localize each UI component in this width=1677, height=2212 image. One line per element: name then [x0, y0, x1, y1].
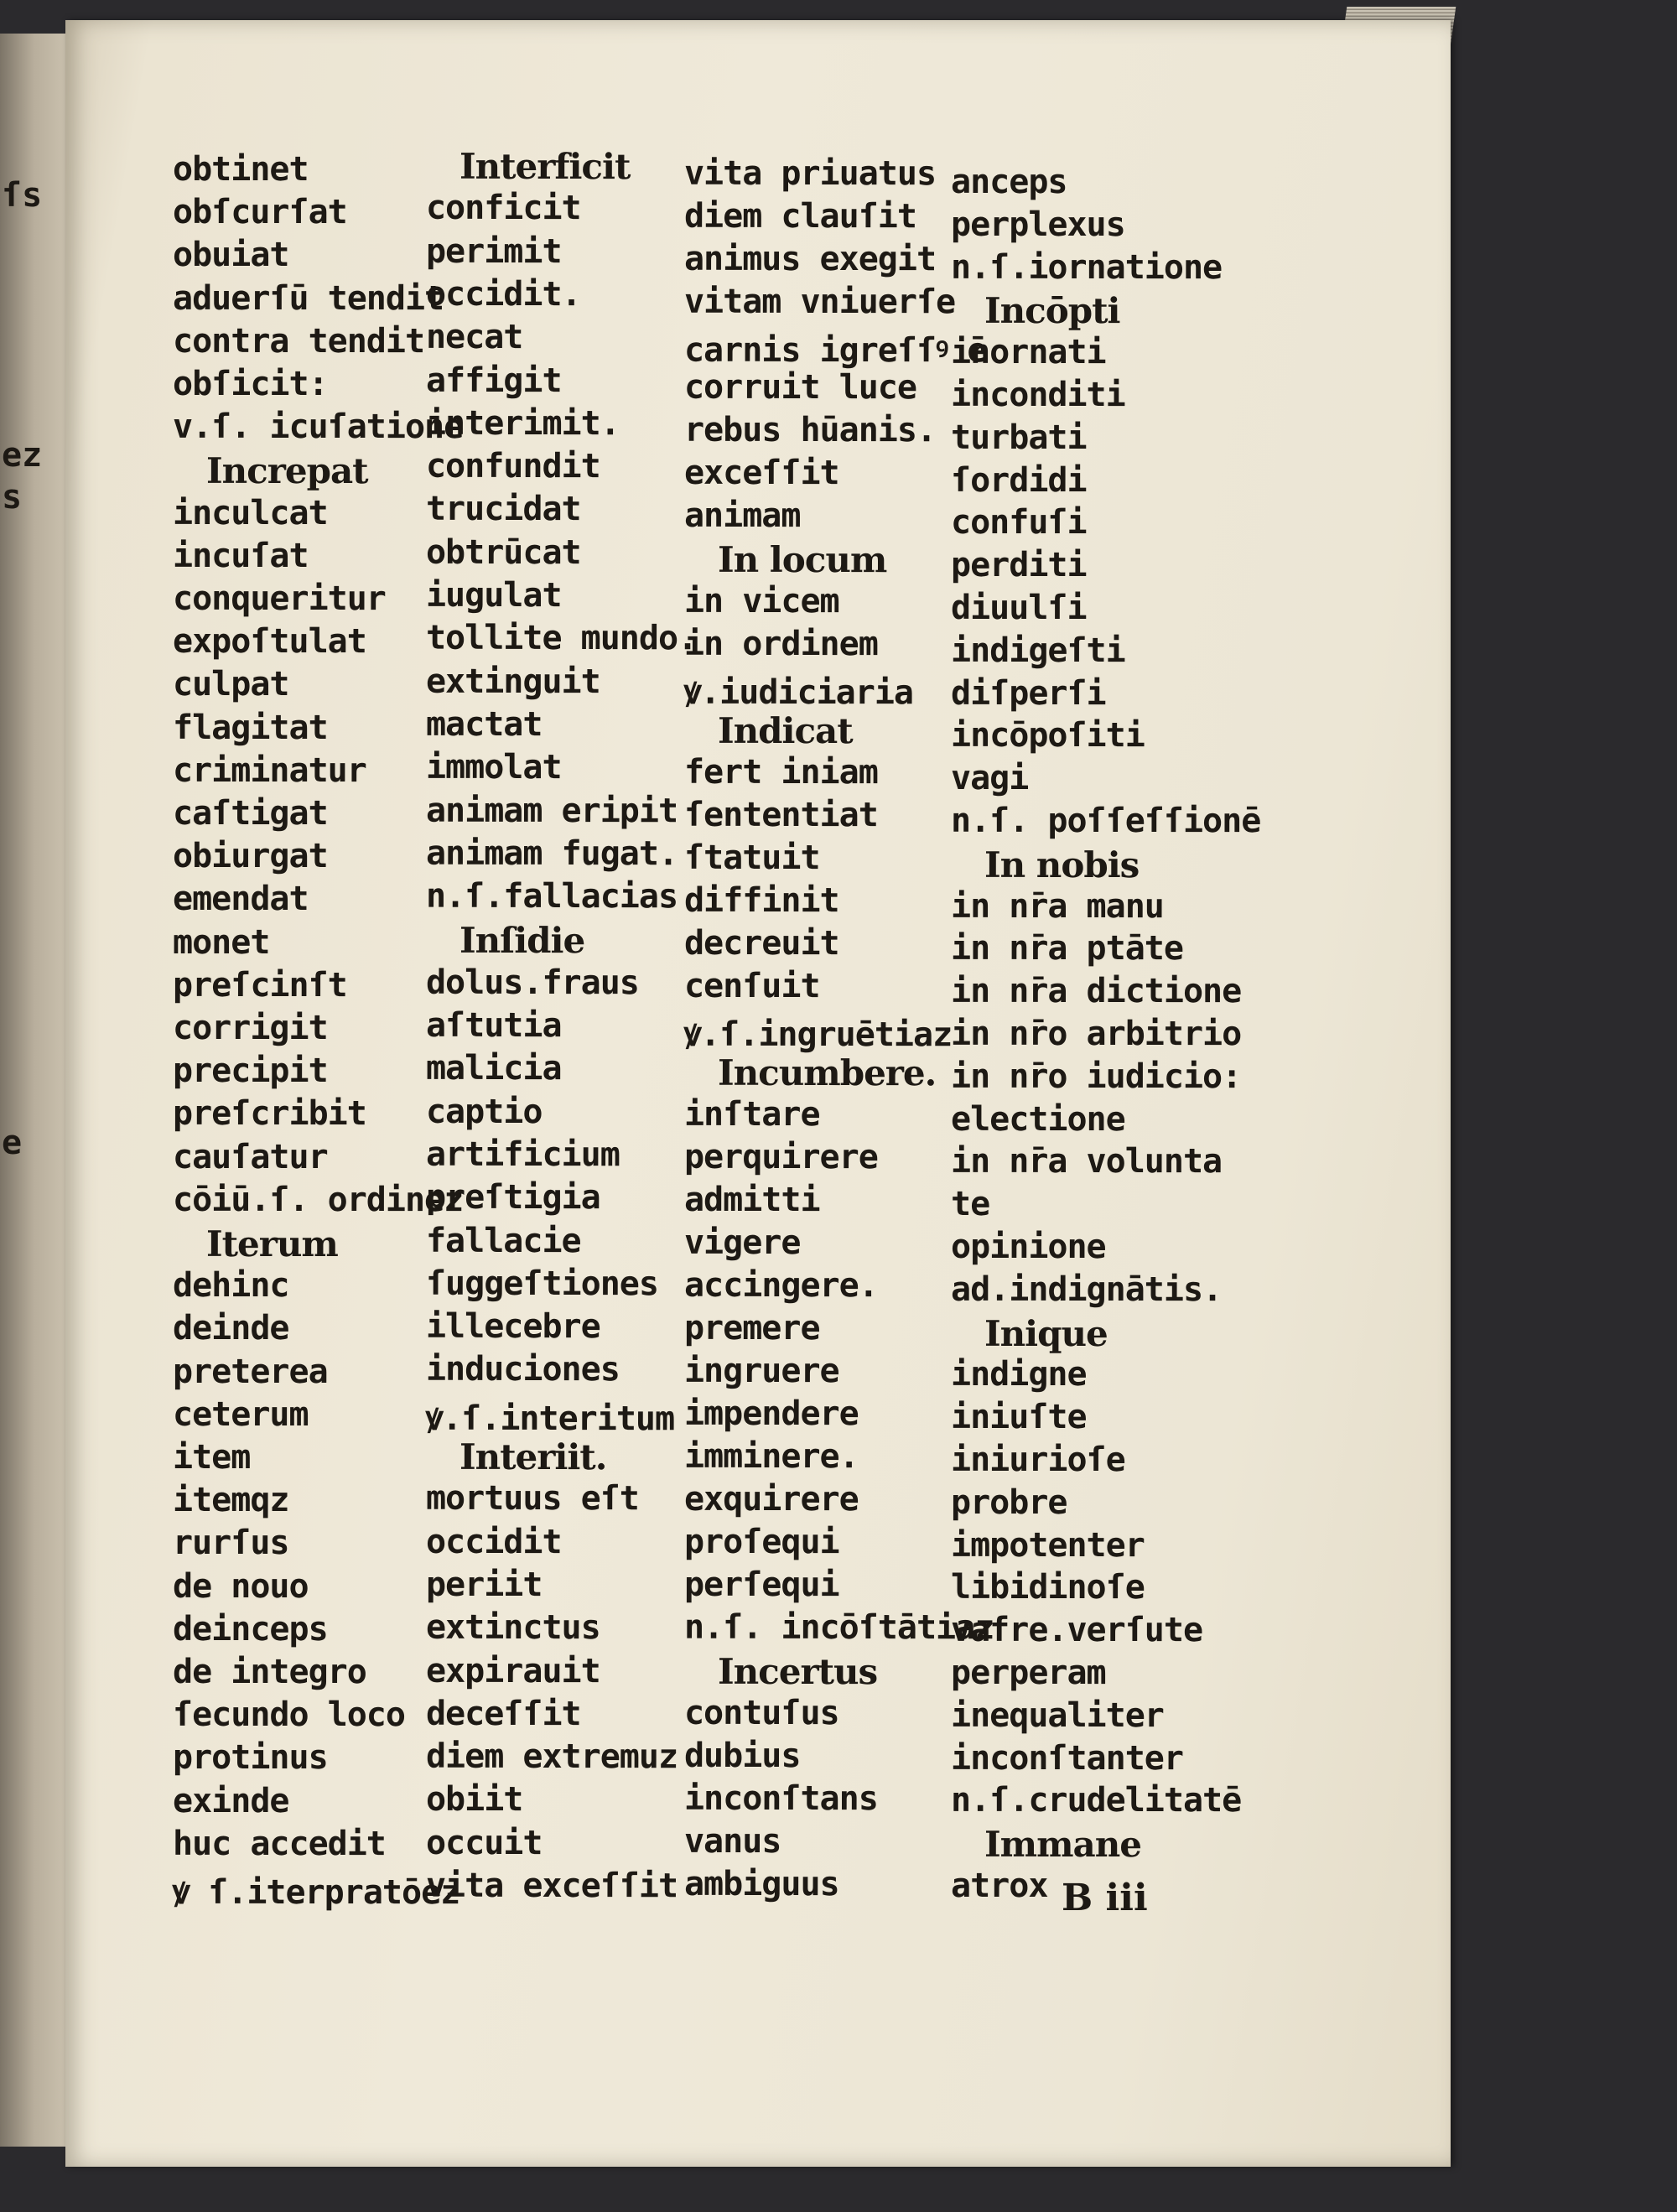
dictionary-entry: rebus hūanis.: [683, 410, 937, 450]
dictionary-entry: libidinoſe: [950, 1568, 1145, 1607]
dictionary-entry: occuit: [425, 1823, 543, 1862]
dictionary-entry: premere: [683, 1308, 820, 1348]
dictionary-entry: imminere.: [683, 1436, 859, 1477]
dictionary-entry: ſententiat: [683, 795, 878, 835]
dictionary-entry: criminatur: [172, 750, 366, 790]
dictionary-entry: preſcribit: [172, 1094, 366, 1134]
dictionary-entry: cōiū.ſ. ordinez: [172, 1180, 464, 1219]
dictionary-entry: contuſus: [683, 1693, 839, 1733]
entry-heading: Incōpti: [984, 290, 1120, 332]
entry-heading: Incumbere.: [717, 1051, 937, 1094]
dictionary-entry: conqueritur: [172, 579, 386, 619]
dictionary-entry: obtrūcat: [425, 532, 581, 572]
dictionary-entry: dolus.fraus: [425, 963, 639, 1002]
dictionary-entry: n.ſ.crudelitatē: [950, 1781, 1242, 1820]
dictionary-entry: animam eripit: [425, 791, 678, 830]
dictionary-entry: occidit: [425, 1522, 562, 1561]
dictionary-entry: proſequi: [683, 1522, 839, 1562]
dictionary-entry: indigeſti: [950, 631, 1125, 670]
dictionary-entry: mortuus eſt: [425, 1479, 639, 1519]
dictionary-entry: deceſſit: [425, 1694, 581, 1733]
dictionary-entry: decreuit: [683, 923, 839, 963]
dictionary-entry: extinctus: [425, 1607, 600, 1648]
dictionary-entry: cauſatur: [172, 1137, 328, 1176]
dictionary-entry: ꝟ.ſ.interitum: [425, 1399, 675, 1438]
entry-heading: In locum: [717, 538, 887, 581]
dictionary-entry: in ordinem: [683, 624, 878, 664]
dictionary-entry: flagitat: [172, 708, 328, 747]
dictionary-entry: ceterum: [172, 1394, 309, 1434]
dictionary-entry: monet: [172, 922, 270, 962]
dictionary-entry: affigit: [425, 361, 562, 400]
dictionary-entry: corruit luce: [683, 367, 917, 408]
dictionary-entry: culpat: [172, 665, 289, 704]
dictionary-entry: vigere: [683, 1223, 801, 1263]
dictionary-entry: occidit.: [425, 274, 581, 314]
dictionary-entry: perſequi: [683, 1565, 839, 1605]
dictionary-entry: aſtutia: [425, 1005, 562, 1046]
dictionary-entry: n.ſ. poſſeſſionē: [950, 801, 1261, 841]
dictionary-entry: dehinc: [172, 1266, 289, 1306]
dictionary-entry: protinus: [172, 1738, 328, 1778]
dictionary-entry: trucidat: [425, 490, 581, 529]
dictionary-entry: diſperſi: [950, 673, 1106, 713]
dictionary-entry: in nr̄a dictione: [950, 972, 1242, 1011]
dictionary-entry: ſtatuit: [683, 838, 820, 878]
dictionary-entry: animam fugat.: [425, 833, 678, 874]
entry-heading: Incertus: [717, 1650, 878, 1693]
dictionary-entry: atrox: [950, 1866, 1048, 1906]
dictionary-entry: ꝟ.ſ.ingruētiaz: [683, 1015, 953, 1055]
entry-heading: Inique: [984, 1312, 1108, 1354]
dictionary-entry: diffinit: [683, 880, 839, 921]
dictionary-entry: de integro: [172, 1652, 366, 1692]
dictionary-entry: mactat: [425, 704, 543, 745]
dictionary-entry: de nouo: [172, 1566, 309, 1606]
dictionary-entry: obuiat: [172, 236, 289, 275]
dictionary-entry: item: [172, 1437, 251, 1477]
left-margin-fragment: s: [2, 478, 23, 517]
dictionary-entry: rurſus: [172, 1524, 289, 1563]
dictionary-entry: n.ſ.iornatione: [950, 247, 1223, 287]
dictionary-entry: preſcinſt: [172, 965, 347, 1005]
dictionary-entry: ambiguus: [683, 1864, 839, 1904]
dictionary-entry: ꝟ.iudiciaria: [683, 672, 914, 713]
dictionary-entry: perquirere: [683, 1137, 878, 1177]
dictionary-entry: inequaliter: [950, 1695, 1164, 1735]
dictionary-entry: perditi: [950, 546, 1087, 585]
left-margin-fragment: ſs: [2, 176, 43, 215]
dictionary-entry: v.ſ. icuſatione: [172, 408, 464, 447]
dictionary-entry: exinde: [172, 1781, 289, 1820]
dictionary-entry: captio: [425, 1092, 543, 1131]
dictionary-entry: conficit: [425, 189, 581, 228]
dictionary-entry: ſordidi: [950, 460, 1087, 500]
entry-heading: Interficit: [459, 145, 631, 188]
dictionary-entry: artificium: [425, 1135, 620, 1175]
dictionary-entry: extinguit: [425, 662, 600, 701]
dictionary-entry: emendat: [172, 880, 309, 919]
dictionary-entry: inornati: [950, 333, 1106, 372]
dictionary-entry: probre: [950, 1482, 1067, 1522]
dictionary-entry: diuulſi: [950, 588, 1087, 628]
dictionary-entry: deinde: [172, 1309, 289, 1348]
dictionary-entry: vagi: [950, 759, 1029, 798]
dictionary-entry: turbati: [950, 418, 1087, 457]
dictionary-entry: inculcat: [172, 493, 328, 532]
dictionary-entry: fert iniam: [683, 752, 878, 792]
dictionary-entry: induciones: [425, 1350, 620, 1389]
dictionary-entry: in nr̄a manu: [950, 886, 1164, 926]
dictionary-entry: perperam: [950, 1653, 1106, 1693]
dictionary-entry: n.ſ.fallacias: [425, 876, 678, 916]
dictionary-entry: perimit: [425, 231, 562, 271]
dictionary-entry: iniurioſe: [950, 1440, 1125, 1480]
dictionary-entry: vanus: [683, 1821, 781, 1862]
dictionary-entry: immolat: [425, 748, 562, 787]
dictionary-entry: tollite mundo.: [425, 618, 698, 658]
entry-heading: In nobis: [984, 844, 1140, 885]
dictionary-entry: animus exegit: [683, 239, 937, 279]
dictionary-entry: ſuggeſtiones: [425, 1264, 659, 1304]
dictionary-entry: in nr̄a volunta: [950, 1142, 1223, 1181]
dictionary-entry: exquirere: [683, 1479, 859, 1519]
left-margin-fragment: ez: [2, 436, 43, 475]
dictionary-entry: obiit: [425, 1780, 523, 1820]
dictionary-entry: accingere.: [683, 1265, 878, 1306]
entry-heading: Iterum: [205, 1223, 338, 1265]
dictionary-entry: necat: [425, 318, 523, 357]
dictionary-entry: expoſtulat: [172, 622, 366, 662]
dictionary-entry: indigne: [950, 1355, 1087, 1394]
dictionary-entry: in nr̄o arbitrio: [950, 1014, 1242, 1054]
dictionary-entry: huc accedit: [172, 1824, 386, 1863]
dictionary-entry: deinceps: [172, 1609, 328, 1649]
dictionary-entry: inſtare: [683, 1094, 820, 1135]
dictionary-entry: ſecundo loco: [172, 1695, 406, 1735]
dictionary-entry: precipit: [172, 1051, 328, 1091]
dictionary-entry: iniuſte: [950, 1398, 1087, 1437]
dictionary-entry: illecebre: [425, 1306, 600, 1347]
dictionary-entry: vita priuatus: [683, 153, 937, 194]
dictionary-entry: n.ſ. incōſtātiaz: [683, 1607, 994, 1648]
dictionary-entry: animam: [683, 496, 801, 536]
dictionary-entry: perplexus: [950, 205, 1125, 244]
entry-heading: Interiit.: [459, 1436, 607, 1478]
dictionary-entry: malicia: [425, 1049, 562, 1088]
left-margin-fragment: e: [2, 1124, 23, 1162]
dictionary-entry: preterea: [172, 1352, 328, 1391]
dictionary-entry: carnis igreſſꝰ ē: [683, 330, 987, 371]
dictionary-entry: confundit: [425, 446, 600, 486]
entry-heading: Immane: [984, 1824, 1142, 1866]
dictionary-entry: in nr̄o iudicio:: [950, 1057, 1242, 1096]
dictionary-entry: periit: [425, 1565, 543, 1605]
dictionary-entry: obiurgat: [172, 837, 328, 876]
dictionary-entry: electione: [950, 1099, 1125, 1139]
signature-mark: B iii: [1062, 1877, 1148, 1919]
dictionary-entry: contra tendit: [172, 321, 425, 361]
dictionary-entry: obſcurſat: [172, 193, 347, 232]
dictionary-entry: vita exceſſit: [425, 1866, 678, 1906]
dictionary-entry: diem clauſit: [683, 196, 917, 236]
dictionary-entry: opinione: [950, 1227, 1106, 1267]
dictionary-entry: cenſuit: [683, 966, 820, 1006]
entry-heading: Increpat: [205, 450, 368, 492]
dictionary-entry: inconſtanter: [950, 1738, 1184, 1778]
dictionary-entry: in nr̄a ptāte: [950, 929, 1184, 968]
dictionary-entry: interimit.: [425, 403, 620, 444]
dictionary-entry: iugulat: [425, 575, 562, 615]
dictionary-entry: preſtigia: [425, 1177, 600, 1218]
dictionary-entry: caſtigat: [172, 793, 328, 833]
dictionary-entry: in vicem: [683, 581, 839, 621]
dictionary-entry: incōpoſiti: [950, 716, 1145, 756]
dictionary-entry: dubius: [683, 1736, 801, 1776]
dictionary-entry: incuſat: [172, 536, 309, 575]
dictionary-entry: vitam vniuerſe: [683, 282, 956, 322]
dictionary-entry: inconditi: [950, 375, 1125, 415]
dictionary-entry: corrigit: [172, 1008, 328, 1048]
dictionary-entry: vafre.verſute: [950, 1611, 1203, 1650]
dictionary-entry: ingruere: [683, 1351, 839, 1391]
dictionary-entry: fallacie: [425, 1221, 581, 1260]
dictionary-entry: ad.indignātis.: [950, 1270, 1223, 1309]
dictionary-entry: anceps: [950, 162, 1067, 202]
book-page: [65, 20, 1451, 2167]
dictionary-entry: aduerſū tendit: [172, 278, 444, 318]
dictionary-entry: obtinet: [172, 149, 309, 190]
dictionary-entry: diem extremuz: [425, 1737, 678, 1777]
dictionary-entry: impotenter: [950, 1525, 1145, 1565]
dictionary-entry: expirauit: [425, 1651, 600, 1690]
entry-heading: Inſidie: [459, 920, 585, 962]
dictionary-entry: inconſtans: [683, 1778, 878, 1819]
dictionary-entry: admitti: [683, 1180, 820, 1220]
entry-heading: Indicat: [717, 709, 853, 752]
dictionary-entry: impendere: [683, 1394, 859, 1434]
dictionary-entry: te: [950, 1185, 990, 1224]
dictionary-entry: exceſſit: [683, 453, 839, 493]
dictionary-entry: itemqz: [172, 1481, 289, 1520]
dictionary-entry: ꝟ ſ.iterpratōez: [172, 1872, 460, 1913]
dictionary-entry: obſicit:: [172, 364, 328, 404]
dictionary-entry: confuſi: [950, 503, 1087, 543]
